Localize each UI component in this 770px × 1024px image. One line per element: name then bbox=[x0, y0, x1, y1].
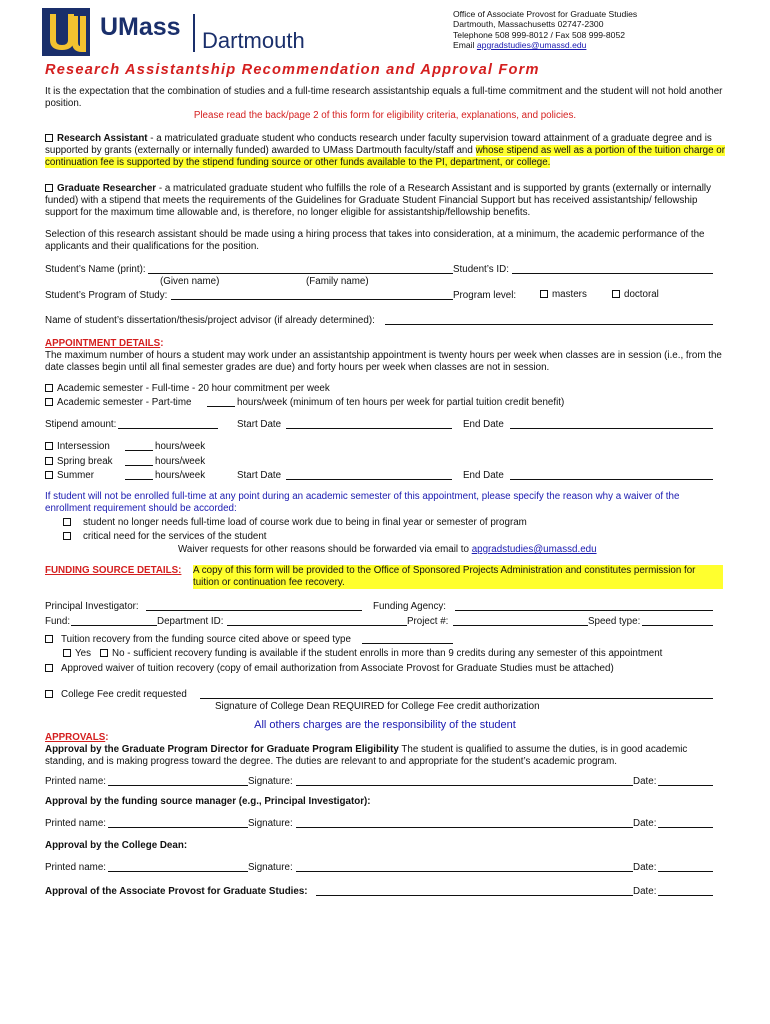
graduate-researcher-option bbox=[45, 183, 725, 219]
student-id-field[interactable] bbox=[512, 264, 713, 274]
doctoral-option bbox=[612, 289, 659, 301]
recovery-no-option bbox=[100, 648, 662, 660]
waiver-email-link[interactable]: apgradstudies@umassd.edu bbox=[471, 544, 597, 555]
fm-signature-label: Signature: bbox=[248, 818, 293, 829]
department-id-label: Department ID: bbox=[157, 616, 224, 627]
recovery-yes-label: Yes bbox=[75, 648, 91, 659]
office-email-line bbox=[453, 40, 637, 50]
research-assistant-option bbox=[45, 133, 725, 169]
dean-printed-name-field[interactable] bbox=[108, 862, 248, 872]
office-email-link[interactable]: apgradstudies@umassd.edu bbox=[476, 39, 587, 50]
masters-checkbox[interactable] bbox=[540, 290, 548, 298]
logo-campus: Dartmouth bbox=[202, 28, 305, 53]
summer-label: Summer bbox=[57, 470, 95, 481]
college-dean-heading: Approval by the College Dean: bbox=[45, 840, 188, 851]
college-dean-signature-field[interactable] bbox=[200, 689, 713, 699]
intersession-checkbox[interactable] bbox=[45, 442, 53, 450]
waiver-approved-option bbox=[45, 663, 614, 675]
gpd-signature-label: Signature: bbox=[248, 776, 293, 787]
dean-signature-caption: Signature of College Dean REQUIRED for College Fee credit authorization bbox=[215, 701, 540, 712]
form-title: Research Assistantship Recommendation and Approval Form bbox=[45, 62, 540, 78]
appointment-text: The maximum number of hours a student may work under an assistantship appointment is twenty hours per week when classes are in session (i.e., from the date classes begin until all final semester grades are due) and forty hours per week when classes are not in session. bbox=[45, 349, 722, 373]
gpd-date-label: Date: bbox=[633, 776, 657, 787]
waiver-1-label: student no longer needs full-time load of course work due to being in final year or semester of program bbox=[83, 517, 527, 528]
student-id-label: Student’s ID: bbox=[453, 264, 509, 275]
fund-field[interactable] bbox=[71, 616, 157, 626]
provost-approval-label: Approval of the Associate Provost for Graduate Studies: bbox=[45, 886, 308, 897]
program-level-label: Program level: bbox=[453, 290, 517, 301]
pi-label: Principal Investigator: bbox=[45, 601, 139, 612]
recovery-no-label: No - sufficient recovery funding is available if the student enrolls in more than 9 credits during any semester of this appointment bbox=[112, 648, 663, 659]
part-time-hours-field[interactable] bbox=[207, 397, 235, 407]
speed-type-field[interactable] bbox=[642, 616, 713, 626]
approvals-heading: APPROVALS bbox=[45, 732, 106, 743]
pi-field[interactable] bbox=[146, 601, 362, 611]
gpd-printed-name-label: Printed name: bbox=[45, 776, 106, 787]
spring-break-hours-field[interactable] bbox=[125, 456, 153, 466]
gpd-approval-body: The student is qualified to assume the duties, is in good academic standing, and is making progress toward the degree. The duties are relevant to and appropriate for the student’s academic program. bbox=[45, 743, 688, 767]
provost-date-field[interactable] bbox=[658, 886, 713, 896]
spring-break-hours-label: hours/week bbox=[155, 456, 206, 467]
gpd-signature-field[interactable] bbox=[296, 776, 633, 786]
research-assistant-label: Research Assistant bbox=[57, 133, 148, 144]
intersession-option bbox=[45, 441, 110, 453]
intersession-hours-field[interactable] bbox=[125, 441, 153, 451]
read-back-note: Please read the back/page 2 of this form for eligibility criteria, explanations, and policies. bbox=[193, 110, 577, 121]
summer-hours-field[interactable] bbox=[125, 470, 153, 480]
spring-break-checkbox[interactable] bbox=[45, 457, 53, 465]
research-assistant-text: - a matriculated graduate student who conducts research under faculty supervision toward attainment of a graduate degree and is supported by grants (externally or internally funded) awarded to UMass Dartmouth faculty/staff and bbox=[45, 133, 712, 156]
college-fee-checkbox[interactable] bbox=[45, 690, 53, 698]
advisor-label: Name of student’s dissertation/thesis/project advisor (if already determined): bbox=[45, 315, 375, 326]
start-date-field[interactable] bbox=[286, 419, 452, 429]
office-email-prefix: Email bbox=[453, 39, 477, 50]
doctoral-label: doctoral bbox=[624, 289, 659, 300]
full-time-label: Academic semester - Full-time - 20 hour commitment per week bbox=[57, 383, 330, 394]
dean-date-label: Date: bbox=[633, 862, 657, 873]
waiver-other-text: Waiver requests for other reasons should be forwarded via email to bbox=[178, 544, 472, 555]
recovery-yes-option bbox=[63, 648, 91, 660]
office-address bbox=[453, 9, 637, 50]
spring-break-option bbox=[45, 456, 113, 468]
fm-printed-name-label: Printed name: bbox=[45, 818, 106, 829]
family-name-caption: (Family name) bbox=[306, 276, 369, 287]
program-field[interactable] bbox=[171, 290, 453, 300]
graduate-researcher-checkbox[interactable] bbox=[45, 184, 53, 192]
college-fee-option bbox=[45, 689, 187, 701]
summer-end-date-field[interactable] bbox=[510, 470, 713, 480]
approvals-heading-colon: : bbox=[105, 732, 109, 743]
research-assistant-highlight: whose stipend as well as a portion of the tuition charge or continuation fee is supported by the stipend funding source or other funds available to the PI, department, or college. bbox=[45, 144, 725, 168]
part-time-option bbox=[45, 397, 191, 409]
summer-option bbox=[45, 470, 94, 482]
waiver-option-1 bbox=[63, 517, 527, 529]
appointment-heading-colon: : bbox=[160, 338, 164, 349]
funding-highlight-note: A copy of this form will be provided to the Office of Sponsored Projects Administration and constitutes permission for tuition or continuation fee recovery. bbox=[193, 565, 723, 589]
provost-signature-field[interactable] bbox=[316, 886, 633, 896]
summer-end-date-label: End Date bbox=[463, 470, 504, 481]
spring-break-label: Spring break bbox=[57, 456, 113, 467]
provost-date-label: Date: bbox=[633, 886, 657, 897]
fm-signature-field[interactable] bbox=[296, 818, 633, 828]
recovery-no-checkbox[interactable] bbox=[100, 649, 108, 657]
logo-brand: UMass bbox=[100, 13, 181, 41]
tuition-recovery-label: Tuition recovery from the funding source cited above or speed type bbox=[61, 634, 351, 645]
appointment-section bbox=[45, 338, 725, 374]
waiver-1-checkbox[interactable] bbox=[63, 518, 71, 526]
speed-type-label: Speed type: bbox=[588, 616, 641, 627]
summer-start-date-label: Start Date bbox=[237, 470, 282, 481]
part-time-label: Academic semester - Part-time bbox=[57, 397, 192, 408]
full-time-option bbox=[45, 383, 330, 395]
part-time-suffix: hours/week (minimum of ten hours per week for partial tuition credit benefit) bbox=[237, 397, 565, 408]
logo-divider bbox=[193, 14, 195, 52]
intro-text: It is the expectation that the combination of studies and a full-time research assistantship equals a full-time commitment and the student will not hold another position. bbox=[45, 86, 723, 109]
funding-agency-label: Funding Agency: bbox=[373, 601, 446, 612]
fm-date-field[interactable] bbox=[658, 818, 713, 828]
program-label: Student’s Program of Study: bbox=[45, 290, 168, 301]
start-date-label: Start Date bbox=[237, 419, 282, 430]
appointment-heading: APPOINTMENT DETAILS bbox=[45, 338, 161, 349]
tuition-recovery-checkbox[interactable] bbox=[45, 635, 53, 643]
dean-printed-name-label: Printed name: bbox=[45, 862, 106, 873]
office-line-3: Telephone 508 999-8012 / Fax 508 999-8052 bbox=[453, 29, 626, 40]
selection-text: Selection of this research assistant should be made using a hiring process that takes into consideration, at a minimum, the academic performance of the applicants and their qualifications for the position. bbox=[45, 229, 705, 252]
recovery-yes-checkbox[interactable] bbox=[63, 649, 71, 657]
office-line-2: Dartmouth, Massachusetts 02747-2300 bbox=[453, 19, 604, 30]
masters-label: masters bbox=[552, 289, 587, 300]
intersession-label: Intersession bbox=[57, 441, 110, 452]
summer-start-date-field[interactable] bbox=[286, 470, 452, 480]
project-field[interactable] bbox=[453, 616, 588, 626]
stipend-label: Stipend amount: bbox=[45, 419, 117, 430]
summer-checkbox[interactable] bbox=[45, 471, 53, 479]
research-assistant-checkbox[interactable] bbox=[45, 134, 53, 142]
waiver-approved-label: Approved waiver of tuition recovery (copy of email authorization from Associate Provost for Graduate Studies must be attached) bbox=[61, 663, 614, 674]
stipend-field[interactable] bbox=[118, 419, 218, 429]
summer-hours-label: hours/week bbox=[155, 470, 206, 481]
waiver-2-label: critical need for the services of the student bbox=[83, 531, 267, 542]
speed-type-recovery-field[interactable] bbox=[362, 634, 453, 644]
office-line-1: Office of Associate Provost for Graduate Studies bbox=[453, 9, 638, 19]
project-label: Project #: bbox=[407, 616, 449, 627]
part-time-checkbox[interactable] bbox=[45, 398, 53, 406]
gpd-printed-name-field[interactable] bbox=[108, 776, 248, 786]
tuition-recovery-option bbox=[45, 634, 351, 646]
approvals-section bbox=[45, 732, 725, 768]
funding-heading: FUNDING SOURCE DETAILS: bbox=[45, 565, 182, 576]
college-fee-label: College Fee credit requested bbox=[61, 689, 187, 700]
intersession-hours-label: hours/week bbox=[155, 441, 206, 452]
waiver-intro: If student will not be enrolled full-time at any point during an academic semester of this appointment, please specify the reason why a waiver of the enrollment requirement should be accorded: bbox=[45, 491, 680, 514]
funding-section bbox=[45, 565, 725, 588]
waiver-other-note bbox=[178, 544, 597, 556]
advisor-field[interactable] bbox=[385, 315, 713, 325]
gpd-approval-title: Approval by the Graduate Program Director for Graduate Program Eligibility bbox=[45, 743, 399, 755]
waiver-option-2 bbox=[63, 531, 267, 543]
funding-manager-heading: Approval by the funding source manager (e.g., Principal Investigator): bbox=[45, 796, 371, 807]
given-name-caption: (Given name) bbox=[160, 276, 220, 287]
student-name-label: Student’s Name (print): bbox=[45, 264, 146, 275]
end-date-field[interactable] bbox=[510, 419, 713, 429]
fm-printed-name-field[interactable] bbox=[108, 818, 248, 828]
full-time-checkbox[interactable] bbox=[45, 384, 53, 392]
masters-option bbox=[540, 289, 587, 301]
dean-signature-label: Signature: bbox=[248, 862, 293, 873]
gpd-approval-text bbox=[45, 744, 725, 768]
graduate-researcher-label: Graduate Researcher bbox=[57, 183, 157, 194]
graduate-researcher-text: - a matriculated graduate student who fulfills the role of a Research Assistant and is supported by grants (externally or internally funded) with a stipend that meets the requirements of the Guidelines for Graduate Student Financial Support but has received assistantship/ fellowship support for the maximum time allowable and, is therefore, no longer eligible for assistantship/fellowship benefits. bbox=[45, 183, 712, 218]
umass-dartmouth-logo bbox=[42, 6, 332, 58]
dean-date-field[interactable] bbox=[658, 862, 713, 872]
student-name-field[interactable] bbox=[148, 264, 453, 274]
waiver-2-checkbox[interactable] bbox=[63, 532, 71, 540]
funding-agency-field[interactable] bbox=[455, 601, 713, 611]
waiver-approved-checkbox[interactable] bbox=[45, 664, 53, 672]
department-id-field[interactable] bbox=[227, 616, 407, 626]
fm-date-label: Date: bbox=[633, 818, 657, 829]
fund-label: Fund: bbox=[45, 616, 71, 627]
dean-signature-field[interactable] bbox=[296, 862, 633, 872]
gpd-date-field[interactable] bbox=[658, 776, 713, 786]
others-charges-note: All others charges are the responsibility of the student bbox=[254, 719, 516, 731]
doctoral-checkbox[interactable] bbox=[612, 290, 620, 298]
end-date-label: End Date bbox=[463, 419, 504, 430]
